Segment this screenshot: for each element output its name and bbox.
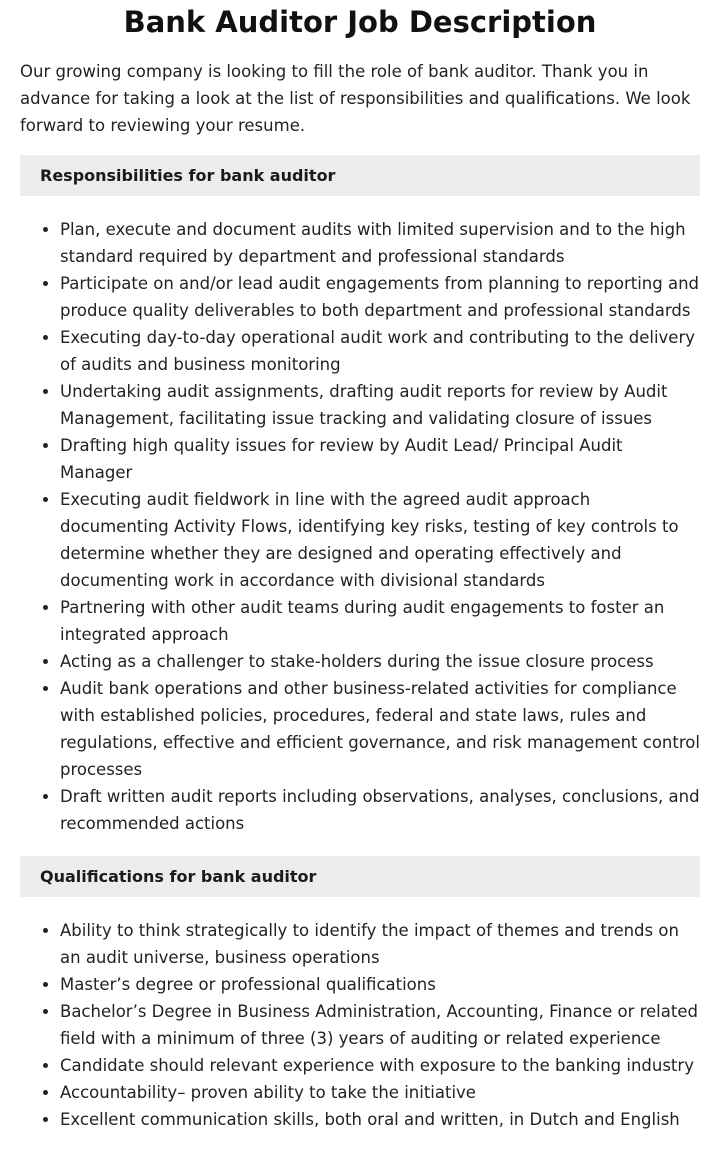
list-item: • Undertaking audit assignments, drafting audit reports for review by Audit Management, facilitating issue tracking and validating closure of issues [60,378,700,432]
list-item: • Executing audit fieldwork in line with the agreed audit approach documenting Activity Flows, identifying key risks, testing of key controls to determine whether they are designed and operating effectively and documenting work in accordance with divisional standards [60,486,700,594]
list-item: • Accountability– proven ability to take the initiative [60,1079,700,1106]
list-item: • Executing day-to-day operational audit work and contributing to the delivery of audits and business monitoring [60,324,700,378]
list-item: • Candidate should relevant experience with exposure to the banking industry [60,1052,700,1079]
list-item: • Drafting high quality issues for review by Audit Lead/ Principal Audit Manager [60,432,700,486]
page-title: Bank Auditor Job Description [123,5,597,39]
qualifications-list [20,917,700,1133]
intro-paragraph: Our growing company is looking to fill the role of bank auditor. Thank you in advance for taking a look at the list of responsibilities and qualifications. We look forward to reviewing your resume. [20,62,691,135]
qualifications-header: Qualifications for bank auditor [20,856,700,897]
responsibilities-list [20,216,700,837]
list-item: • Master’s degree or professional qualifications [60,971,700,998]
list-item: • Audit bank operations and other business-related activities for compliance with established policies, procedures, federal and state laws, rules and regulations, effective and efficient governance, and risk management control processes [60,675,700,783]
responsibilities-header: Responsibilities for bank auditor [20,155,700,196]
list-item: • Participate on and/or lead audit engagements from planning to reporting and produce quality deliverables to both department and professional standards [60,270,700,324]
list-item: • Bachelor’s Degree in Business Administration, Accounting, Finance or related field with a minimum of three (3) years of auditing or related experience [60,998,700,1052]
list-item: • Plan, execute and document audits with limited supervision and to the high standard required by department and professional standards [60,216,700,270]
list-item: • Draft written audit reports including observations, analyses, conclusions, and recommended actions [60,783,700,837]
list-item: • Partnering with other audit teams during audit engagements to foster an integrated approach [60,594,700,648]
list-item: • Ability to think strategically to identify the impact of themes and trends on an audit universe, business operations [60,917,700,971]
list-item: • Acting as a challenger to stake-holders during the issue closure process [60,648,700,675]
list-item: • Excellent communication skills, both oral and written, in Dutch and English [60,1106,700,1133]
